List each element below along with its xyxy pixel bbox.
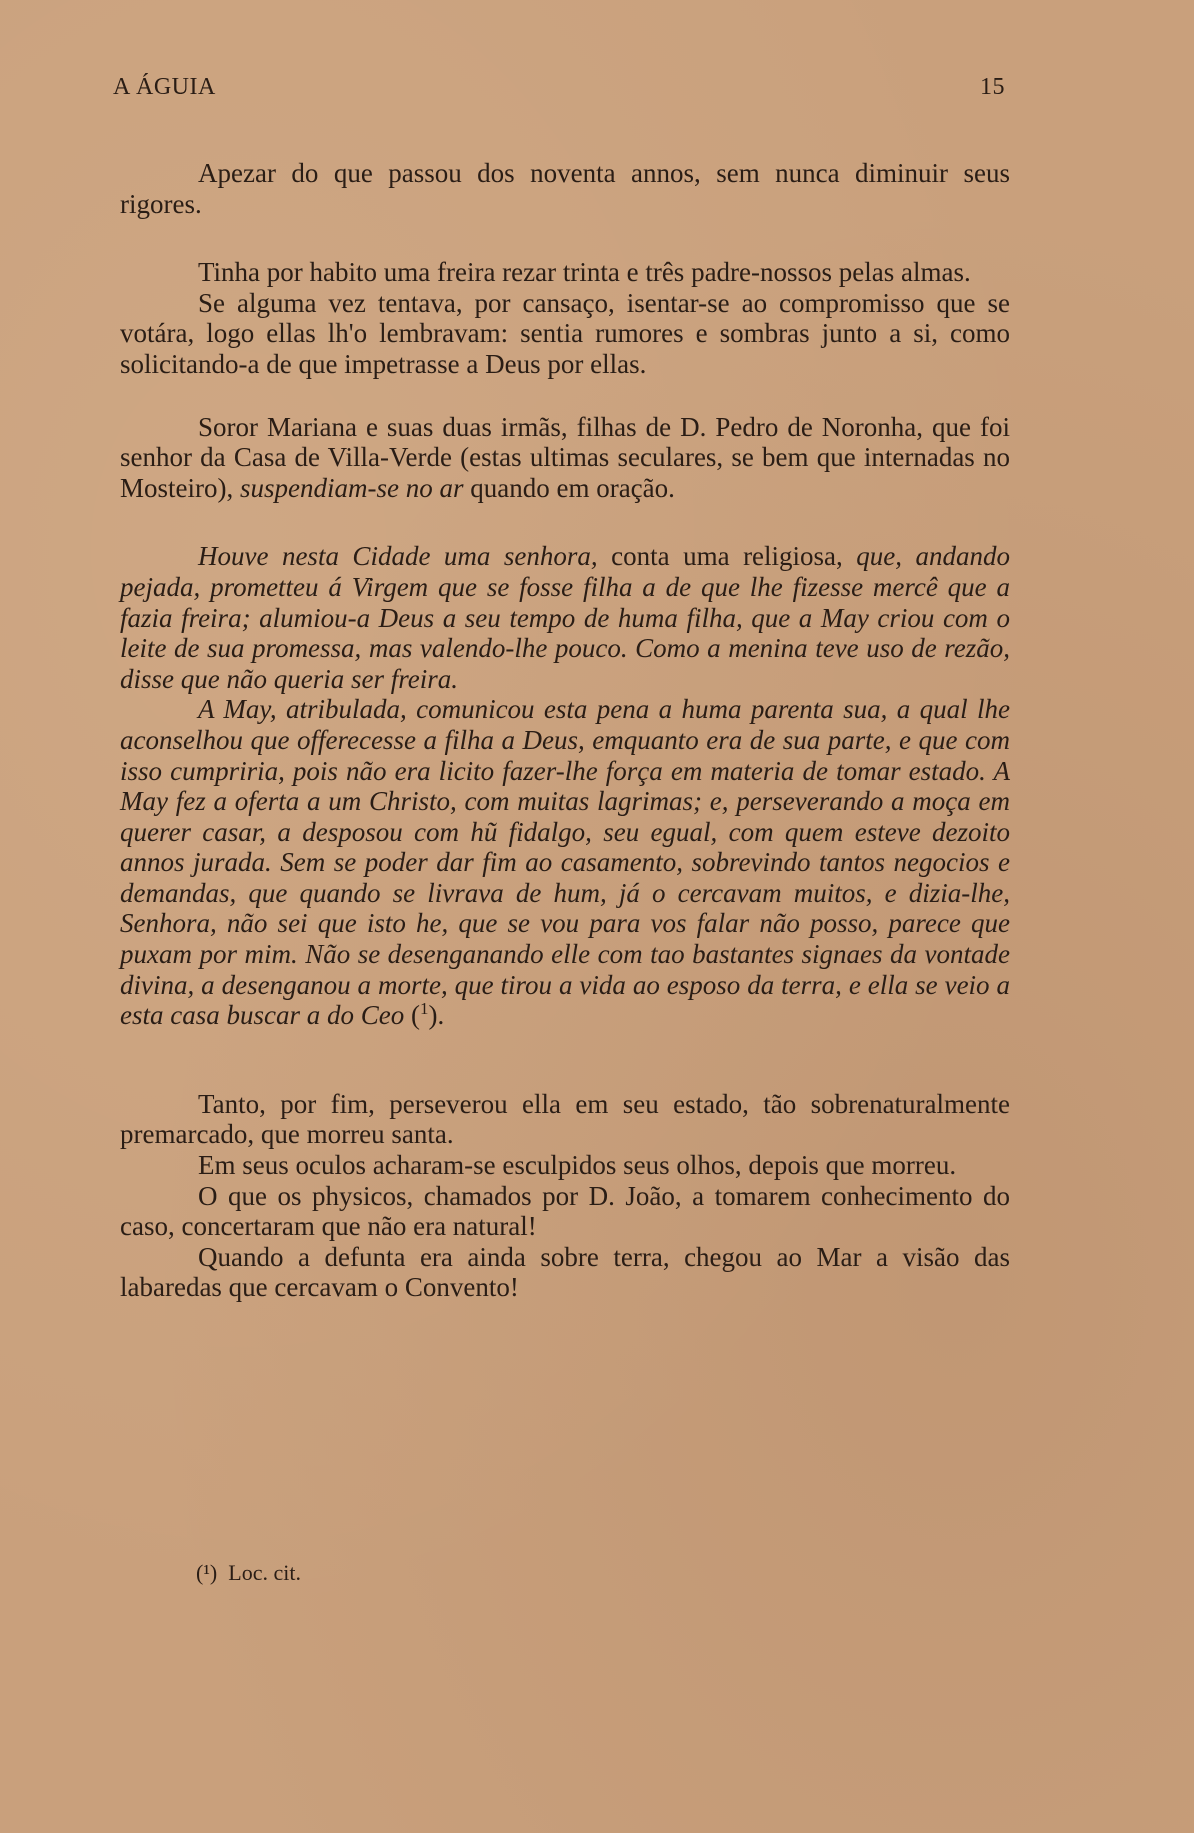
paragraph: O que os physicos, chamados por D. João, a tomarem conhecimento do caso, concertaram que não era natural! — [120, 1180, 1010, 1242]
paragraph: Quando a defunta era ainda sobre terra, chegou ao Mar a visão das labaredas que cercavam o Convento! — [120, 1241, 1010, 1303]
paragraph: Se alguma vez tentava, por cansaço, isentar-se ao compromisso que se votára, logo ellas lh'o lembravam: sentia rumores e sombras junto a si, como solicitando-a de que impetrasse a Deus por ellas. — [120, 287, 1010, 379]
italic-run: Houve nesta Cidade uma senhora, — [198, 541, 598, 572]
footnote — [196, 1560, 301, 1586]
footnote-mark: (¹) — [196, 1560, 218, 1585]
page-number: 15 — [980, 74, 1005, 100]
main-text — [120, 158, 1010, 1303]
italic-run: que, andando pejada, prometteu á Virgem que se fosse filha a de que lhe fizesse mercê que a fazia freira; alumiou-a Deus a seu tempo de huma filha, que a May criou com o leite de sua promessa, mas valendo-lhe pouco. Como a menina teve uso de rezão, disse que não queria ser freira. — [120, 541, 1011, 694]
italic-run: suspendiam-se no ar — [239, 472, 464, 503]
text-run: conta uma religiosa, — [597, 541, 857, 572]
paragraph — [120, 412, 1010, 504]
text-run: ( — [404, 1000, 420, 1031]
running-header — [113, 74, 1005, 110]
quoted-paragraph — [120, 541, 1010, 694]
text-run: Soror Mariana e suas duas irmãs, filhas de D. Pedro de Noronha, que foi senhor da Casa de Villa-Verde (estas ultimas seculares, se bem que internadas no Mosteiro), — [120, 411, 1010, 503]
paragraph: Apezar do que passou dos noventa annos, sem nunca diminuir seus rigores. — [120, 158, 1010, 219]
paragraph: Em seus oculos acharam-se esculpidos seus olhos, depois que morreu. — [198, 1150, 957, 1181]
footnote-ref: 1 — [419, 999, 429, 1019]
footnote-text: Loc. cit. — [228, 1560, 301, 1585]
journal-title: A ÁGUIA — [113, 74, 216, 100]
italic-run: A May, atribulada, comunicou esta pena a huma parenta sua, a qual lhe aconselhou que offerecesse a filha a Deus, emquanto era de sua parte, e que com isso cumpriria, pois não era licito fazer-lhe força em materia de tomar estado. A May fez a oferta a um Christo, com muitas lagrimas; e, perseverando a moça em querer casar, a desposou com hũ fidalgo, seu egual, com quem esteve dezoito annos jurada. Sem se poder dar fim ao casamento, sobrevindo tantos negocios e demandas, que quando se livrava de hum, já o cercavam muitos, e dizia-lhe, Senhora, não sei que isto he, que se vou para vos falar não posso, parece que puxam por mim. Não se desenganando elle com tao bastantes signaes da vontade divina, a desenganou a morte, que tirou a vida ao esposo da terra, e ella se veio a esta casa buscar a do Ceo — [120, 694, 1010, 1031]
text-run: quando em oração. — [463, 472, 675, 503]
quoted-paragraph — [120, 694, 1010, 1031]
text-run: ). — [428, 1000, 445, 1031]
paragraph: Tinha por habito uma freira rezar trinta e três padre-nossos pelas almas. — [198, 257, 971, 288]
paragraph: Tanto, por fim, perseverou ella em seu estado, tão sobrenaturalmente premarcado, que morreu santa. — [120, 1088, 1010, 1150]
